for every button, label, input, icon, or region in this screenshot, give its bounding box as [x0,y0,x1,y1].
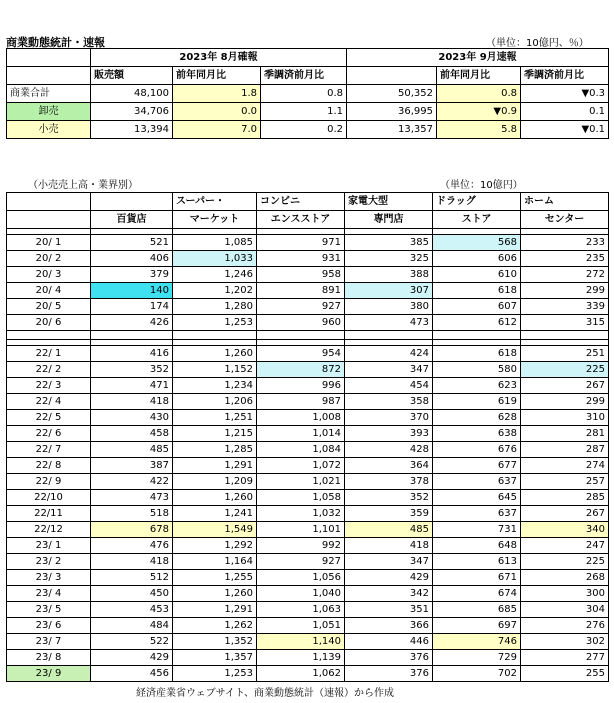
retail-row-label: 23/ 8 [7,650,91,666]
summary-cell: 0.8 [437,85,521,103]
retail-row-label: 22/ 4 [7,394,91,410]
retail-cell: 304 [521,602,609,618]
retail-cell: 473 [91,490,173,506]
retail-row [7,394,609,410]
retail-cell: 1,062 [257,666,345,682]
retail-cell: 446 [345,634,433,650]
retail-col-header: 百貨店 [91,211,173,229]
retail-cell: 987 [257,394,345,410]
retail-cell: 454 [345,378,433,394]
retail-cell: 1,032 [257,506,345,522]
retail-col-header: ストア [433,211,521,229]
retail-row [7,251,609,267]
retail-cell: 285 [521,490,609,506]
retail-cell: 1,291 [173,602,257,618]
retail-row-label: 22/ 2 [7,362,91,378]
retail-cell: 174 [91,299,173,315]
retail-row [7,538,609,554]
retail-cell: 476 [91,538,173,554]
retail-cell: 456 [91,666,173,682]
retail-cell: 1,101 [257,522,345,538]
retail-cell: 276 [521,618,609,634]
retail-cell: 393 [345,426,433,442]
retail-col-header [91,193,173,211]
retail-cell: 225 [521,554,609,570]
summary-cell: 50,352 [347,85,437,103]
summary-cell: 5.8 [437,121,521,139]
retail-cell: 618 [433,283,521,299]
retail-cell: 618 [433,346,521,362]
retail-corner [7,211,91,229]
retail-cell: 623 [433,378,521,394]
retail-header-row [7,193,609,211]
retail-row-label: 20/ 2 [7,251,91,267]
summary-col-header [347,67,437,85]
retail-cell: 307 [345,283,433,299]
retail-cell: 610 [433,267,521,283]
retail-row-label: 20/ 4 [7,283,91,299]
retail-row-label: 22/ 5 [7,410,91,426]
retail-cell: 729 [433,650,521,666]
source-note: 経済産業省ウェブサイト、商業動態統計（速報）から作成 [136,688,394,699]
summary-row-header-cell [7,67,91,85]
retail-cell: 1,234 [173,378,257,394]
separator-cell [91,331,173,340]
retail-row-label: 22/11 [7,506,91,522]
retail-cell: 325 [345,251,433,267]
retail-cell: 1,251 [173,410,257,426]
retail-row [7,315,609,331]
summary-cell: 7.0 [173,121,261,139]
retail-cell: 426 [91,315,173,331]
retail-cell: 385 [345,235,433,251]
retail-row-label: 20/ 3 [7,267,91,283]
retail-cell: 1,040 [257,586,345,602]
retail-cell: 1,014 [257,426,345,442]
retail-cell: 370 [345,410,433,426]
retail-cell: 380 [345,299,433,315]
retail-cell: 429 [91,650,173,666]
retail-row [7,522,609,538]
retail-row [7,618,609,634]
retail-cell: 971 [257,235,345,251]
retail-cell: 628 [433,410,521,426]
retail-cell: 1,262 [173,618,257,634]
summary-row [7,121,609,139]
summary-col-header: 前年同月比 [173,67,261,85]
retail-cell: 1,056 [257,570,345,586]
retail-row [7,283,609,299]
unit-label: （単位：10億円、％） [486,38,589,49]
retail-cell: 685 [433,602,521,618]
separator-cell [257,331,345,340]
retail-cell: 364 [345,458,433,474]
summary-col-header: 季調済前月比 [261,67,347,85]
summary-cell: 13,394 [91,121,173,139]
retail-cell: 1,139 [257,650,345,666]
retail-cell: 418 [91,394,173,410]
retail-cell: 299 [521,283,609,299]
retail-cell: 606 [433,251,521,267]
retail-cell: 1,164 [173,554,257,570]
retail-row [7,346,609,362]
summary-row-label: 卸売 [7,103,91,121]
retail-cell: 453 [91,602,173,618]
retail-cell: 1,357 [173,650,257,666]
retail-cell: 379 [91,267,173,283]
retail-row-label: 20/ 1 [7,235,91,251]
retail-col-header: マーケット [173,211,257,229]
retail-cell: 351 [345,602,433,618]
retail-cell: 272 [521,267,609,283]
summary-row-label: 小売 [7,121,91,139]
retail-cell: 140 [91,283,173,299]
retail-cell: 992 [257,538,345,554]
retail-cell: 1,058 [257,490,345,506]
retail-cell: 702 [433,666,521,682]
retail-row-label: 20/ 5 [7,299,91,315]
retail-cell: 376 [345,650,433,666]
retail-cell: 678 [91,522,173,538]
retail-cell: 1,206 [173,394,257,410]
retail-cell: 299 [521,394,609,410]
retail-row [7,378,609,394]
retail-cell: 1,202 [173,283,257,299]
separator-row [7,331,609,340]
retail-cell: 677 [433,458,521,474]
retail-cell: 235 [521,251,609,267]
retail-cell: 225 [521,362,609,378]
retail-cell: 927 [257,299,345,315]
summary-corner [7,49,91,67]
retail-cell: 315 [521,315,609,331]
retail-cell: 424 [345,346,433,362]
retail-cell: 931 [257,251,345,267]
retail-row [7,474,609,490]
retail-cell: 1,260 [173,490,257,506]
retail-cell: 619 [433,394,521,410]
summary-cell: ▼0.9 [437,103,521,121]
retail-cell: 1,292 [173,538,257,554]
sep-header: 2023年 9月速報 [347,49,609,67]
retail-cell: 267 [521,506,609,522]
retail-cell: 251 [521,346,609,362]
retail-cell: 277 [521,650,609,666]
summary-col-header: 販売額 [91,67,173,85]
retail-row [7,490,609,506]
retail-row [7,554,609,570]
summary-cell: 13,357 [347,121,437,139]
retail-cell: 1,215 [173,426,257,442]
summary-table [6,48,609,139]
retail-cell: 568 [433,235,521,251]
retail-cell: 1,253 [173,666,257,682]
summary-col-header: 前年同月比 [437,67,521,85]
retail-row-label: 22/ 3 [7,378,91,394]
retail-row [7,602,609,618]
retail-cell: 268 [521,570,609,586]
retail-cell: 580 [433,362,521,378]
retail-row [7,299,609,315]
retail-cell: 674 [433,586,521,602]
summary-row [7,103,609,121]
retail-cell: 697 [433,618,521,634]
retail-cell: 300 [521,586,609,602]
retail-cell: 1,285 [173,442,257,458]
retail-cell: 484 [91,618,173,634]
retail-cell: 358 [345,394,433,410]
retail-cell: 637 [433,474,521,490]
retail-cell: 281 [521,426,609,442]
retail-cell: 1,051 [257,618,345,634]
retail-row-label: 22/ 8 [7,458,91,474]
retail-row [7,410,609,426]
retail-row [7,426,609,442]
retail-row-label: 23/ 9 [7,666,91,682]
retail-cell: 958 [257,267,345,283]
retail-row-label: 23/ 6 [7,618,91,634]
retail-cell: 637 [433,506,521,522]
retail-row [7,458,609,474]
retail-cell: 430 [91,410,173,426]
retail-row-label: 23/ 7 [7,634,91,650]
retail-unit: （単位：10億円） [440,180,523,191]
retail-cell: 428 [345,442,433,458]
retail-cell: 378 [345,474,433,490]
retail-cell: 746 [433,634,521,650]
retail-title: （小売売上高・業界別） [28,180,138,191]
separator-cell [433,331,521,340]
retail-cell: 648 [433,538,521,554]
page-title: 商業動態統計・速報 [6,36,105,49]
retail-cell: 1,021 [257,474,345,490]
retail-cell: 891 [257,283,345,299]
retail-cell: 255 [521,666,609,682]
retail-cell: 1,140 [257,634,345,650]
retail-cell: 287 [521,442,609,458]
retail-row [7,650,609,666]
retail-cell: 485 [91,442,173,458]
retail-cell: 342 [345,586,433,602]
retail-col-header: ドラッグ [433,193,521,211]
retail-cell: 471 [91,378,173,394]
summary-col-header: 季調済前月比 [521,67,609,85]
summary-cell: 0.1 [521,103,609,121]
retail-cell: 429 [345,570,433,586]
retail-row [7,570,609,586]
retail-cell: 473 [345,315,433,331]
summary-cell: 36,995 [347,103,437,121]
retail-cell: 274 [521,458,609,474]
summary-cell: 34,706 [91,103,173,121]
retail-row [7,235,609,251]
retail-cell: 1,008 [257,410,345,426]
retail-cell: 1,209 [173,474,257,490]
retail-cell: 366 [345,618,433,634]
retail-cell: 1,255 [173,570,257,586]
retail-cell: 1,246 [173,267,257,283]
summary-cell: 1.8 [173,85,261,103]
retail-row-label: 23/ 4 [7,586,91,602]
aug-header: 2023年 8月確報 [91,49,347,67]
summary-cell: ▼0.1 [521,121,609,139]
retail-col-header: センター [521,211,609,229]
retail-cell: 347 [345,362,433,378]
retail-row-label: 22/ 6 [7,426,91,442]
retail-cell: 450 [91,586,173,602]
retail-cell: 418 [345,538,433,554]
retail-cell: 416 [91,346,173,362]
retail-cell: 1,084 [257,442,345,458]
retail-cell: 1,260 [173,586,257,602]
separator-cell [521,331,609,340]
retail-cell: 612 [433,315,521,331]
retail-col-header: エンスストア [257,211,345,229]
retail-table [6,192,609,682]
retail-cell: 340 [521,522,609,538]
retail-cell: 418 [91,554,173,570]
retail-col-header: 家電大型 [345,193,433,211]
retail-cell: 310 [521,410,609,426]
summary-row-label: 商業合計 [7,85,91,103]
retail-row [7,586,609,602]
retail-cell: 676 [433,442,521,458]
retail-cell: 485 [345,522,433,538]
retail-cell: 512 [91,570,173,586]
retail-cell: 233 [521,235,609,251]
retail-col-header: コンビニ [257,193,345,211]
retail-cell: 257 [521,474,609,490]
retail-row-label: 23/ 3 [7,570,91,586]
retail-row-label: 22/ 1 [7,346,91,362]
retail-cell: 607 [433,299,521,315]
retail-col-header: 専門店 [345,211,433,229]
summary-cell: 0.8 [261,85,347,103]
separator-cell [173,331,257,340]
retail-cell: 1,072 [257,458,345,474]
retail-cell: 518 [91,506,173,522]
retail-row-label: 23/ 5 [7,602,91,618]
retail-row-label: 22/10 [7,490,91,506]
retail-col-header: スーパー・ [173,193,257,211]
summary-row [7,85,609,103]
retail-cell: 996 [257,378,345,394]
retail-col-header: ホーム [521,193,609,211]
retail-cell: 1,152 [173,362,257,378]
retail-cell: 1,033 [173,251,257,267]
retail-cell: 302 [521,634,609,650]
retail-cell: 645 [433,490,521,506]
retail-cell: 458 [91,426,173,442]
retail-cell: 731 [433,522,521,538]
retail-cell: 352 [345,490,433,506]
retail-row [7,634,609,650]
retail-cell: 638 [433,426,521,442]
retail-cell: 359 [345,506,433,522]
retail-row [7,506,609,522]
retail-cell: 1,260 [173,346,257,362]
retail-cell: 388 [345,267,433,283]
retail-row-label: 22/ 9 [7,474,91,490]
retail-row [7,267,609,283]
summary-cell: 48,100 [91,85,173,103]
retail-cell: 1,280 [173,299,257,315]
retail-row [7,666,609,682]
retail-cell: 376 [345,666,433,682]
retail-cell: 927 [257,554,345,570]
summary-cell: 1.1 [261,103,347,121]
retail-row-label: 20/ 6 [7,315,91,331]
separator-cell [345,331,433,340]
retail-row-label: 22/ 7 [7,442,91,458]
retail-cell: 872 [257,362,345,378]
retail-row-label: 23/ 2 [7,554,91,570]
retail-corner [7,193,91,211]
retail-cell: 422 [91,474,173,490]
retail-cell: 1,549 [173,522,257,538]
retail-row-label: 23/ 1 [7,538,91,554]
retail-cell: 267 [521,378,609,394]
retail-cell: 1,253 [173,315,257,331]
retail-cell: 954 [257,346,345,362]
retail-cell: 406 [91,251,173,267]
retail-cell: 1,291 [173,458,257,474]
retail-cell: 613 [433,554,521,570]
retail-cell: 339 [521,299,609,315]
retail-cell: 1,352 [173,634,257,650]
retail-row-label: 22/12 [7,522,91,538]
summary-cell: ▼0.3 [521,85,609,103]
retail-cell: 671 [433,570,521,586]
retail-header-row [7,211,609,229]
retail-cell: 347 [345,554,433,570]
retail-cell: 1,063 [257,602,345,618]
retail-cell: 247 [521,538,609,554]
retail-cell: 521 [91,235,173,251]
summary-cell: 0.0 [173,103,261,121]
retail-row [7,362,609,378]
retail-cell: 1,241 [173,506,257,522]
retail-cell: 387 [91,458,173,474]
separator-cell [7,331,91,340]
retail-cell: 1,085 [173,235,257,251]
retail-cell: 960 [257,315,345,331]
retail-cell: 522 [91,634,173,650]
summary-cell: 0.2 [261,121,347,139]
retail-cell: 352 [91,362,173,378]
retail-row [7,442,609,458]
